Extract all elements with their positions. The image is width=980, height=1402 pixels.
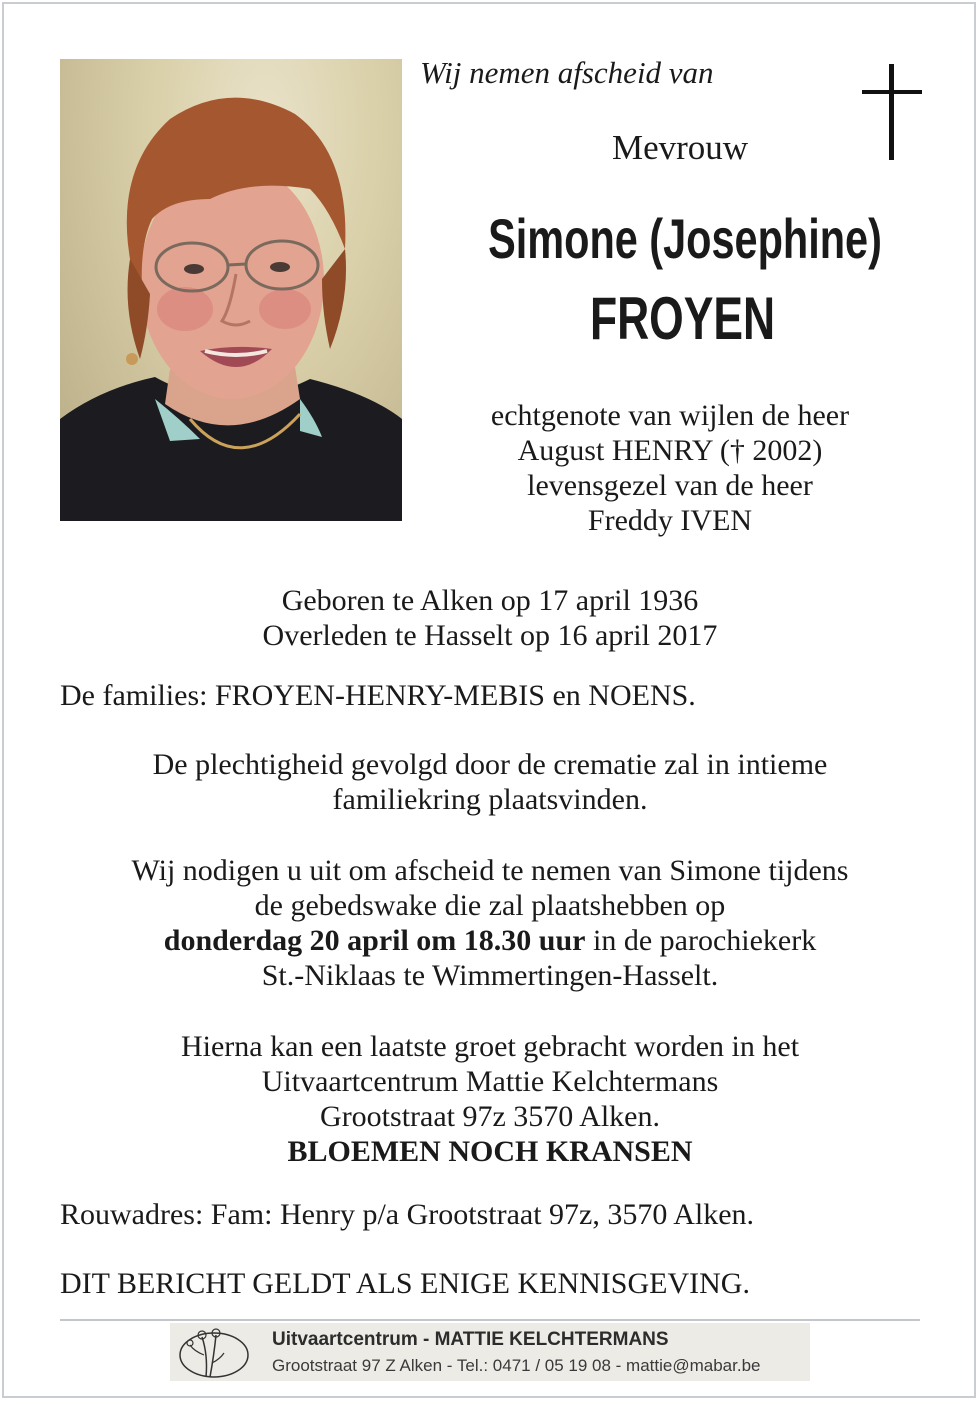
salutation: Mevrouw xyxy=(611,128,749,167)
address-line: Rouwadres: Fam: Henry p/a Grootstraat 97z, 3570 Alken. xyxy=(60,1198,755,1231)
vigil-datetime: donderdag 20 april om 18.30 uur xyxy=(163,924,586,957)
deceased-surname: FROYEN xyxy=(589,285,776,352)
invitation-line: St.-Niklaas te Wimmertingen-Hasselt. xyxy=(261,959,719,992)
footer-contact: Grootstraat 97 Z Alken - Tel.: 0471 / 05 19 08 - mattie@mabar.be xyxy=(272,1356,761,1375)
relation-line: August HENRY († 2002) xyxy=(517,434,823,467)
farewell-line: Uitvaartcentrum Mattie Kelchtermans xyxy=(261,1065,719,1098)
birth-line: Geboren te Alken op 17 april 1936 xyxy=(281,584,699,617)
death-line: Overleden te Hasselt op 16 april 2017 xyxy=(262,619,718,652)
portrait-photo xyxy=(60,59,402,521)
invitation-line: de gebedswake die zal plaatshebben op xyxy=(254,889,726,922)
relations-block xyxy=(400,398,940,538)
flower-logo-icon xyxy=(176,1325,252,1381)
families-line: De families: FROYEN-HENRY-MEBIS en NOENS. xyxy=(60,679,696,712)
farewell-block xyxy=(0,1029,980,1169)
intro-text: Wij nemen afscheid van xyxy=(420,55,714,90)
dates-block xyxy=(0,583,980,653)
no-flowers-line: BLOEMEN NOCH KRANSEN xyxy=(287,1135,693,1168)
notice-line: DIT BERICHT GELDT ALS ENIGE KENNISGEVING. xyxy=(60,1267,750,1300)
footer-company: Uitvaartcentrum - MATTIE KELCHTERMANS xyxy=(272,1329,669,1350)
invitation-line xyxy=(0,923,980,958)
invitation-line: Wij nodigen u uit om afscheid te nemen van Simone tijdens xyxy=(131,854,849,887)
ceremony-line: De plechtigheid gevolgd door de crematie zal in intieme xyxy=(152,748,828,781)
farewell-line: Grootstraat 97z 3570 Alken. xyxy=(320,1100,660,1133)
ceremony-line: familiekring plaatsvinden. xyxy=(332,783,648,816)
invitation-block xyxy=(0,853,980,993)
ceremony-block xyxy=(0,747,980,817)
relation-line: Freddy IVEN xyxy=(587,504,753,537)
relation-line: levensgezel van de heer xyxy=(527,469,813,502)
relation-line: echtgenote van wijlen de heer xyxy=(490,399,850,432)
footer-divider xyxy=(60,1319,920,1321)
deceased-first-names: Simone (Josephine) xyxy=(488,207,882,270)
vigil-location-intro: in de parochiekerk xyxy=(585,924,817,957)
farewell-line: Hierna kan een laatste groet gebracht worden in het xyxy=(180,1030,800,1063)
